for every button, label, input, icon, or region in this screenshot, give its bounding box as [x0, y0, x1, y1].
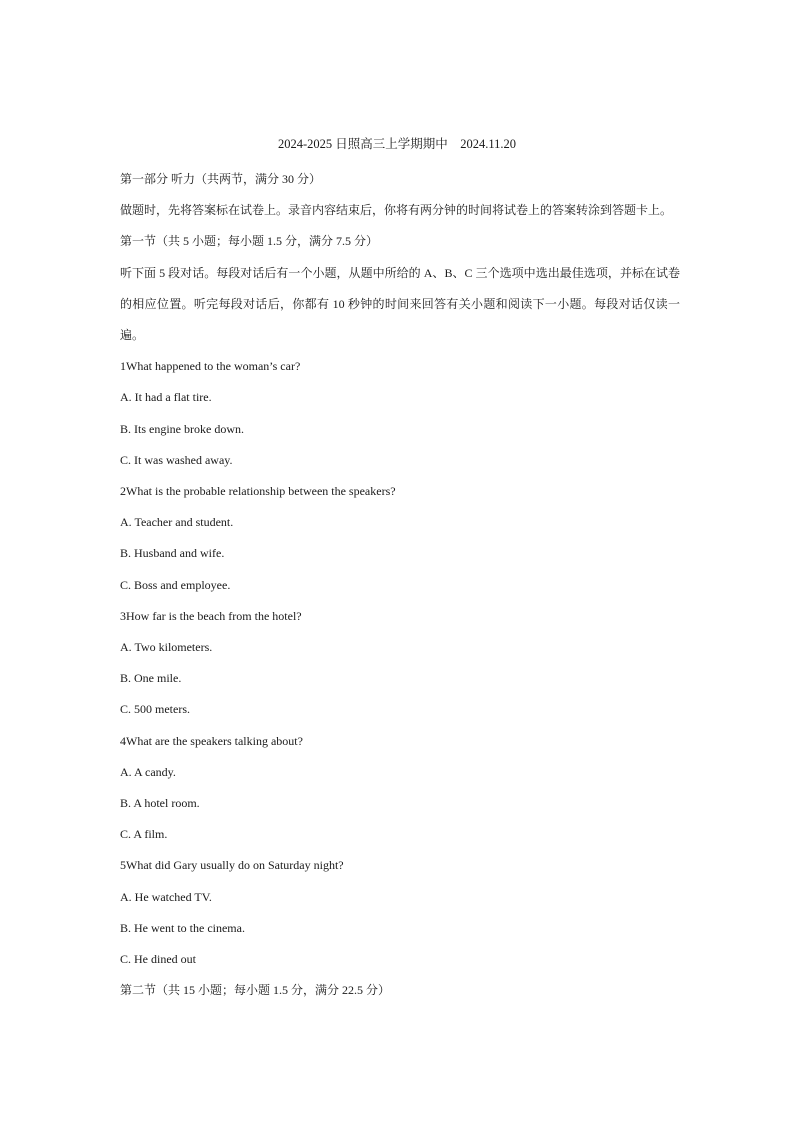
question-stem: 5What did Gary usually do on Saturday night?	[120, 858, 344, 873]
option-b: B. One mile.	[120, 671, 182, 686]
page-title: 2024-2025 日照高三上学期期中 2024.11.20	[277, 137, 517, 151]
option-c: C. 500 meters.	[120, 702, 190, 717]
question-1	[120, 351, 680, 476]
section1-instruction: 听下面 5 段对话。每段对话后有一个小题，从题中所给的 A、B、C 三个选项中选出最佳选项，并标在试卷的相应位置。听完每段对话后，你都有 10 秒钟的时间来回答有关小题和阅读下一小题。每段对话仅读一遍。	[120, 265, 680, 343]
question-4	[120, 726, 680, 851]
question-stem: 3How far is the beach from the hotel?	[120, 608, 302, 623]
option-a: A. Teacher and student.	[120, 515, 234, 530]
question-3	[120, 601, 680, 726]
option-a: A. He watched TV.	[120, 889, 212, 904]
option-b: B. Husband and wife.	[120, 546, 225, 561]
option-b: B. Its engine broke down.	[120, 421, 244, 436]
option-c: C. It was washed away.	[120, 452, 233, 467]
option-a: A. A candy.	[120, 764, 176, 779]
option-b: B. A hotel room.	[120, 796, 200, 811]
option-b: B. He went to the cinema.	[120, 920, 245, 935]
question-stem: 2What is the probable relationship between the speakers?	[120, 484, 396, 499]
section1-heading: 第一节（共 5 小题；每小题 1.5 分，满分 7.5 分）	[120, 234, 379, 249]
part1-instruction: 做题时，先将答案标在试卷上。录音内容结束后，你将有两分钟的时间将试卷上的答案转涂到答题卡上。	[120, 203, 673, 218]
option-c: C. Boss and employee.	[120, 577, 231, 592]
question-stem: 1What happened to the woman’s car?	[120, 359, 301, 374]
question-5	[120, 850, 680, 975]
question-stem: 4What are the speakers talking about?	[120, 733, 303, 748]
option-a: A. Two kilometers.	[120, 640, 213, 655]
option-a: A. It had a flat tire.	[120, 390, 212, 405]
page-body	[120, 164, 680, 1006]
question-2	[120, 476, 680, 601]
option-c: C. A film.	[120, 827, 168, 842]
section2-heading: 第二节（共 15 小题；每小题 1.5 分，满分 22.5 分）	[120, 983, 391, 998]
option-c: C. He dined out	[120, 952, 196, 967]
part1-heading: 第一部分 听力（共两节，满分 30 分）	[120, 172, 322, 186]
